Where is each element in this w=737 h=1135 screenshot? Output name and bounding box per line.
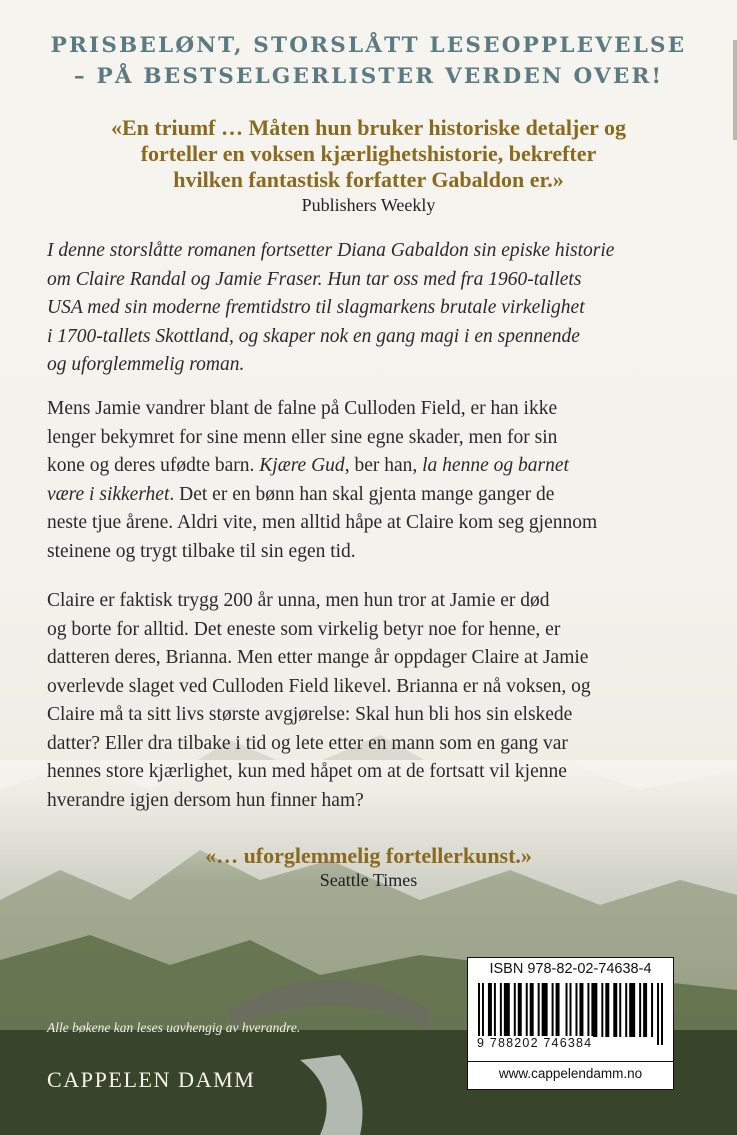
paragraph-line: Mens Jamie vandrer blant de falne på Culloden Field, er han ikke — [47, 398, 558, 419]
quote-source: Seattle Times — [319, 870, 418, 890]
paragraph-line: hverandre igjen dersom hun finner ham? — [47, 789, 364, 811]
italic-span: Kjære Gud — [259, 455, 345, 476]
quote-line: «En triumf … Måten hun bruker historiske detaljer og — [111, 115, 626, 140]
paragraph-line — [47, 452, 707, 481]
quote-line: «… uforglemmelig fortellerkunst.» — [205, 843, 532, 868]
paragraph-line: steinene og trygt tilbake til sin egen tid. — [47, 540, 356, 562]
intro-line: I denne storslåtte romanen fortsetter Diana Gabaldon sin episke historie — [47, 240, 615, 261]
paragraph-line — [47, 481, 707, 510]
review-quote-publishers-weekly — [60, 115, 677, 217]
paragraph-line: Claire må ta sitt livs største avgjørelse: Skal hun bli hos sin elskede — [47, 704, 573, 725]
paragraph-line: og borte for alltid. Det eneste som virkelig betyr noe for henne, er — [47, 618, 561, 640]
paragraph-line: hennes store kjærlighet, kun med håpet om at de fortsatt vil kjenne — [47, 761, 567, 782]
intro-line: i 1700-tallets Skottland, og skaper nok en gang magi i en spennende — [47, 325, 580, 347]
barcode-divider — [468, 1061, 673, 1062]
quote-source: Publishers Weekly — [301, 195, 436, 215]
intro-line: om Claire Randal og Jamie Fraser. Hun tar oss med fra 1960-tallets — [47, 268, 582, 290]
barcode-digits — [476, 1036, 665, 1050]
publisher-url: www.cappelendamm.no — [498, 1066, 643, 1081]
paragraph-line: Claire er faktisk trygg 200 år unna, men hun tror at Jamie er død — [47, 590, 550, 611]
paragraph-line: datter? Eller dra tilbake i tid og lete etter en mann som en gang var — [47, 732, 568, 754]
headline-line: PRISBELØNT, STORSLÅTT LESEOPPLEVELSE — [50, 33, 687, 58]
intro-paragraph — [47, 237, 707, 380]
isbn-label: ISBN 978-82-02-74638-4 — [489, 961, 652, 977]
publisher-logo: CAPPELEN DAMM — [47, 1067, 256, 1092]
intro-line: USA med sin moderne fremtidstro til slagmarkens brutale virkelighet — [47, 297, 585, 318]
intro-line: og uforglemmelig roman. — [47, 354, 245, 375]
paragraph-line: overlevde slaget ved Culloden Field likevel. Brianna er nå voksen, og — [47, 675, 591, 697]
italic-span: la henne og barnet — [422, 455, 569, 476]
text-span: kone og deres ufødte barn. — [47, 455, 260, 476]
text-span: , ber han, — [344, 455, 423, 476]
quote-line: forteller en voksen kjærlighetshistorie, bekrefter — [140, 141, 597, 166]
quote-line: hvilken fantastisk forfatter Gabaldon er.» — [173, 167, 564, 192]
isbn-barcode-box — [467, 957, 674, 1090]
review-quote-seattle-times — [100, 843, 637, 892]
synopsis-paragraph-2 — [47, 587, 707, 815]
headline — [40, 30, 697, 92]
paragraph-line: lenger bekymret for sine menn eller sine egne skader, men for sin — [47, 426, 558, 448]
italic-span: være i sikkerhet — [47, 483, 170, 505]
paragraph-line: neste tjue årene. Aldri vite, men alltid håpe at Claire kom seg gjennom — [47, 512, 598, 533]
headline-line: – PÅ BESTSELGERLISTER VERDEN OVER! — [73, 64, 664, 89]
barcode-digits-text: 9 788202 746384 — [477, 1036, 593, 1050]
series-disclaimer: Alle bøkene kan leses uavhengig av hverandre. — [47, 1020, 301, 1035]
paragraph-line: datteren deres, Brianna. Men etter mange år oppdager Claire at Jamie — [47, 647, 589, 668]
synopsis-paragraph-1 — [47, 395, 707, 566]
text-span: . Det er en bønn han skal gjenta mange ganger de — [169, 483, 555, 505]
